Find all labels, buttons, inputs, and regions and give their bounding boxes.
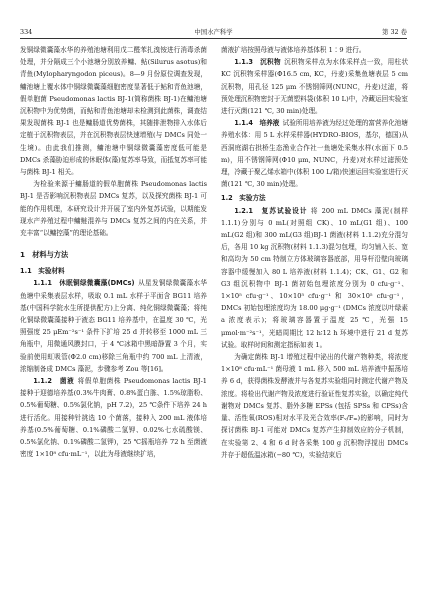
subsubsection-heading: 1.2.1 复苏试验设计 — [234, 206, 308, 215]
section-heading: 1 材料与方法 — [20, 250, 69, 260]
body-text: 试验所用培养液为经过处理的富营养化池塘养殖水体：用 5 L 水样采样器(HYDRO-BIOS，基尔，德国)从西洞庭湖右拱桥生态渔业合作社一鱼塘处采集水样(水面下 0.5 m)，用不锈钢筛网(Φ10 μm, NUNC，丹麦)对水样过滤预处理，冷藏于聚乙烯水箱中(体积 100 L/箱)快速运回实验室进行灭菌(121 ℃, 30 min)处理。 — [221, 119, 408, 189]
right-column — [221, 44, 408, 461]
journal-name: 中国水产科学 — [194, 28, 233, 36]
subsubsection-heading: 1.1.1 休眠铜绿微囊藻(DMCs) — [33, 279, 135, 288]
volume-label: 第 32 卷 — [382, 28, 407, 36]
body-text: 从星发铜绿微囊藻水华鱼塘中采集表层水样，吸取 0.1 mL 水样于平面含 BG11 培养基(中国科学院水生所提供配方)上分离、纯化铜绿微囊藻；将纯化铜绿微囊藻接种于液态 BG11 培养基中，在温度 30 ℃，光照强度 25 μEm⁻²s⁻¹ 条件下扩培 25 d 并转移至 1000 mL 三角瓶中，用微通风膜封口，于 4 ℃冰箱中黑暗静置 3 个月，实验前使用虹吸管(Φ2.0 cm)移除三角瓶中约 700 mL 上清液，浓缩制备成 DMCs 藻泥，步骤参考 Zou 等[16]。 — [20, 279, 207, 373]
subsection-heading: 1.1 实验材料 — [20, 267, 65, 276]
intro-paragraph: 发铜绿微囊藻水华的养殖池塘利用戊二醛苯扎溴铵进行消毒杀菌处理，并分隔成三个小池塘分别放养鳙、鲇(Silurus asotus)和青鱼(Mylopharyngodon piceus)。8—9 月份原位调查发现，鳙池塘上覆水体中铜绿微囊藻细胞密度显著低于鲇和青鱼池塘，假单胞菌 Pseudomonas lactis BJ-1(简称菌株 BJ-1)在鳙池塘沉积物中为优势菌，而鲇和青鱼池塘却未检测到此菌株，调查结果发现菌株 BJ-1 也是鳙肠道优势菌株，其随排泄物排入水体后定植于沉积物表层，并在沉积物表层快速增殖(与 DMCs 同处一生境)。由此我们推测，鳙池塘中铜绿微囊藻密度低可能是 DMCs 杀藻胁迫形成的休眠体(藻)复苏率导致，而抵复苏率可能与菌株 BJ-1 相关。 — [20, 46, 207, 177]
subsubsection-heading: 1.1.2 菌液 — [33, 377, 75, 386]
left-column — [20, 44, 207, 461]
body-paragraph — [221, 117, 408, 190]
body-paragraph — [221, 205, 408, 351]
body-paragraph — [221, 56, 408, 117]
intro-paragraph: 为检验来源于鳙肠道的假单胞菌株 Pseudomonas lactis BJ-1 是否影响沉积物表层 DMCs 复苏，以及探究菌株 BJ-1 可能的作用机理，本研究设计并开展了室内外复苏试验，以期能发现水产养殖过程中鳙鲢混养与 DMCs 复苏之间的内在关系，并充丰富“以鳙控藻”的理论基础。 — [20, 180, 207, 238]
subsection-heading: 1.2 实验方法 — [221, 194, 266, 203]
body-paragraph: 为确定菌株 BJ-1 增殖过程中泌出的代谢产物种类，将浓度 1×10⁸ cfu·mL⁻¹ 菌母液 1 mL 移入 500 mL 培养液中振荡培养 6 d，获得菌株发酵液并与各复苏实验组同时测定代谢产物及浓度。将检出代谢产物及浓度进行验证性复苏实验，以确定纯代谢物对 DMCs 复苏、脂外多糖 EPSs (包括 SPSs 和 CPSs)含量、活性氧(ROS)相对水平及光合效率(Fᵥ/Fₘ)的影响，同时为探讨菌株 BJ-1 可能对 DMCs 复苏产生抑制效应的分子机制，在实验第 2、4 和 6 d 时各采集 100 g 沉积物浮搅出 DMCs 并存于超低温冰箱(−80 ℃)，实验结束后 — [221, 353, 408, 459]
body-text: 沉积物采样点为水体采样点一致，用柱状 KC 沉积物采样器(Φ16.5 cm, KC，丹麦)采集鱼塘表层 5 cm 沉积物，用孔径 125 μm 不锈钢筛网(NUNC，丹麦)过滤，将预处理沉积物密封于无菌塑料袋(体积 10 L)中，冷藏运回实验室进行灭菌(121 ℃, 30 min)处理。 — [221, 58, 408, 116]
subsubsection-heading: 1.1.4 培养液 — [234, 119, 280, 128]
page-number: 334 — [20, 28, 33, 36]
body-paragraph — [20, 277, 207, 375]
subsubsection-heading: 1.1.3 沉积物 — [234, 58, 281, 67]
body-paragraph — [20, 375, 207, 460]
body-paragraph: 菌液扩培按照母液与液体培养基体积 1∶9 进行。 — [221, 46, 366, 54]
page-header — [20, 26, 407, 39]
body-text: 将假单胞菌株 Pseudomonas lactis BJ-1 接种于迎德培养基(0.3%牛肉膏、0.8%蛋白胨、1.5%琼脂粉、0.5%葡萄糖、0.5%氯化钠，pH 7.2)，25 ℃条件下培养 24 h 进行活化。用接种针挑选 10 个菌落，接种入 200 mL 液体培养基(0.5%葡萄糖、0.1%磷酸二氢钾、0.02%七水硫酸镁、0.5%氯化钠、0.1%磷酸二氢钾)，25 ℃摇瓶培养 72 h 至菌液密度 1×10⁸ cfu·mL⁻¹，以此为母液继续扩培， — [20, 377, 207, 459]
body-text: 将 200 mL DMCs 藻泥(制样 1.1.1)分别与 0 mL(对照组 CK)、10 mL(G1 组)、100 mL(G2 组)和 300 mL(G3 组)BJ-1 菌液(材料 1.1.2)充分混匀后，各用 10 kg 沉积物(材料 1.1.3)混匀包埋，均匀铺入长、宽和高均为 50 cm 特制立方体玻璃容器底部，用导杆沿壁向玻璃容器中缓慢加入 80 L 培养液(材料 1.1.4)；CK、G1、G2 和 G3 组沉积物中 BJ-1 菌初始包埋浓度分别为 0 cfu·g⁻¹、1×10⁵ cfu·g⁻¹、10×10⁵ cfu·g⁻¹ 和 30×10⁵ cfu·g⁻¹，DMCs 初始包埋浓度均为 18.00 μg·g⁻¹ (DMCs 浓度以叶绿素 a 浓度表示)；将玻璃容器置于温度 25 ℃，光强 15 μmol·m⁻²s⁻¹，光暗周期比 12 h∶12 h 环境中进行 21 d 复苏试验。取样时间和测定指标如表 1。 — [221, 206, 408, 349]
